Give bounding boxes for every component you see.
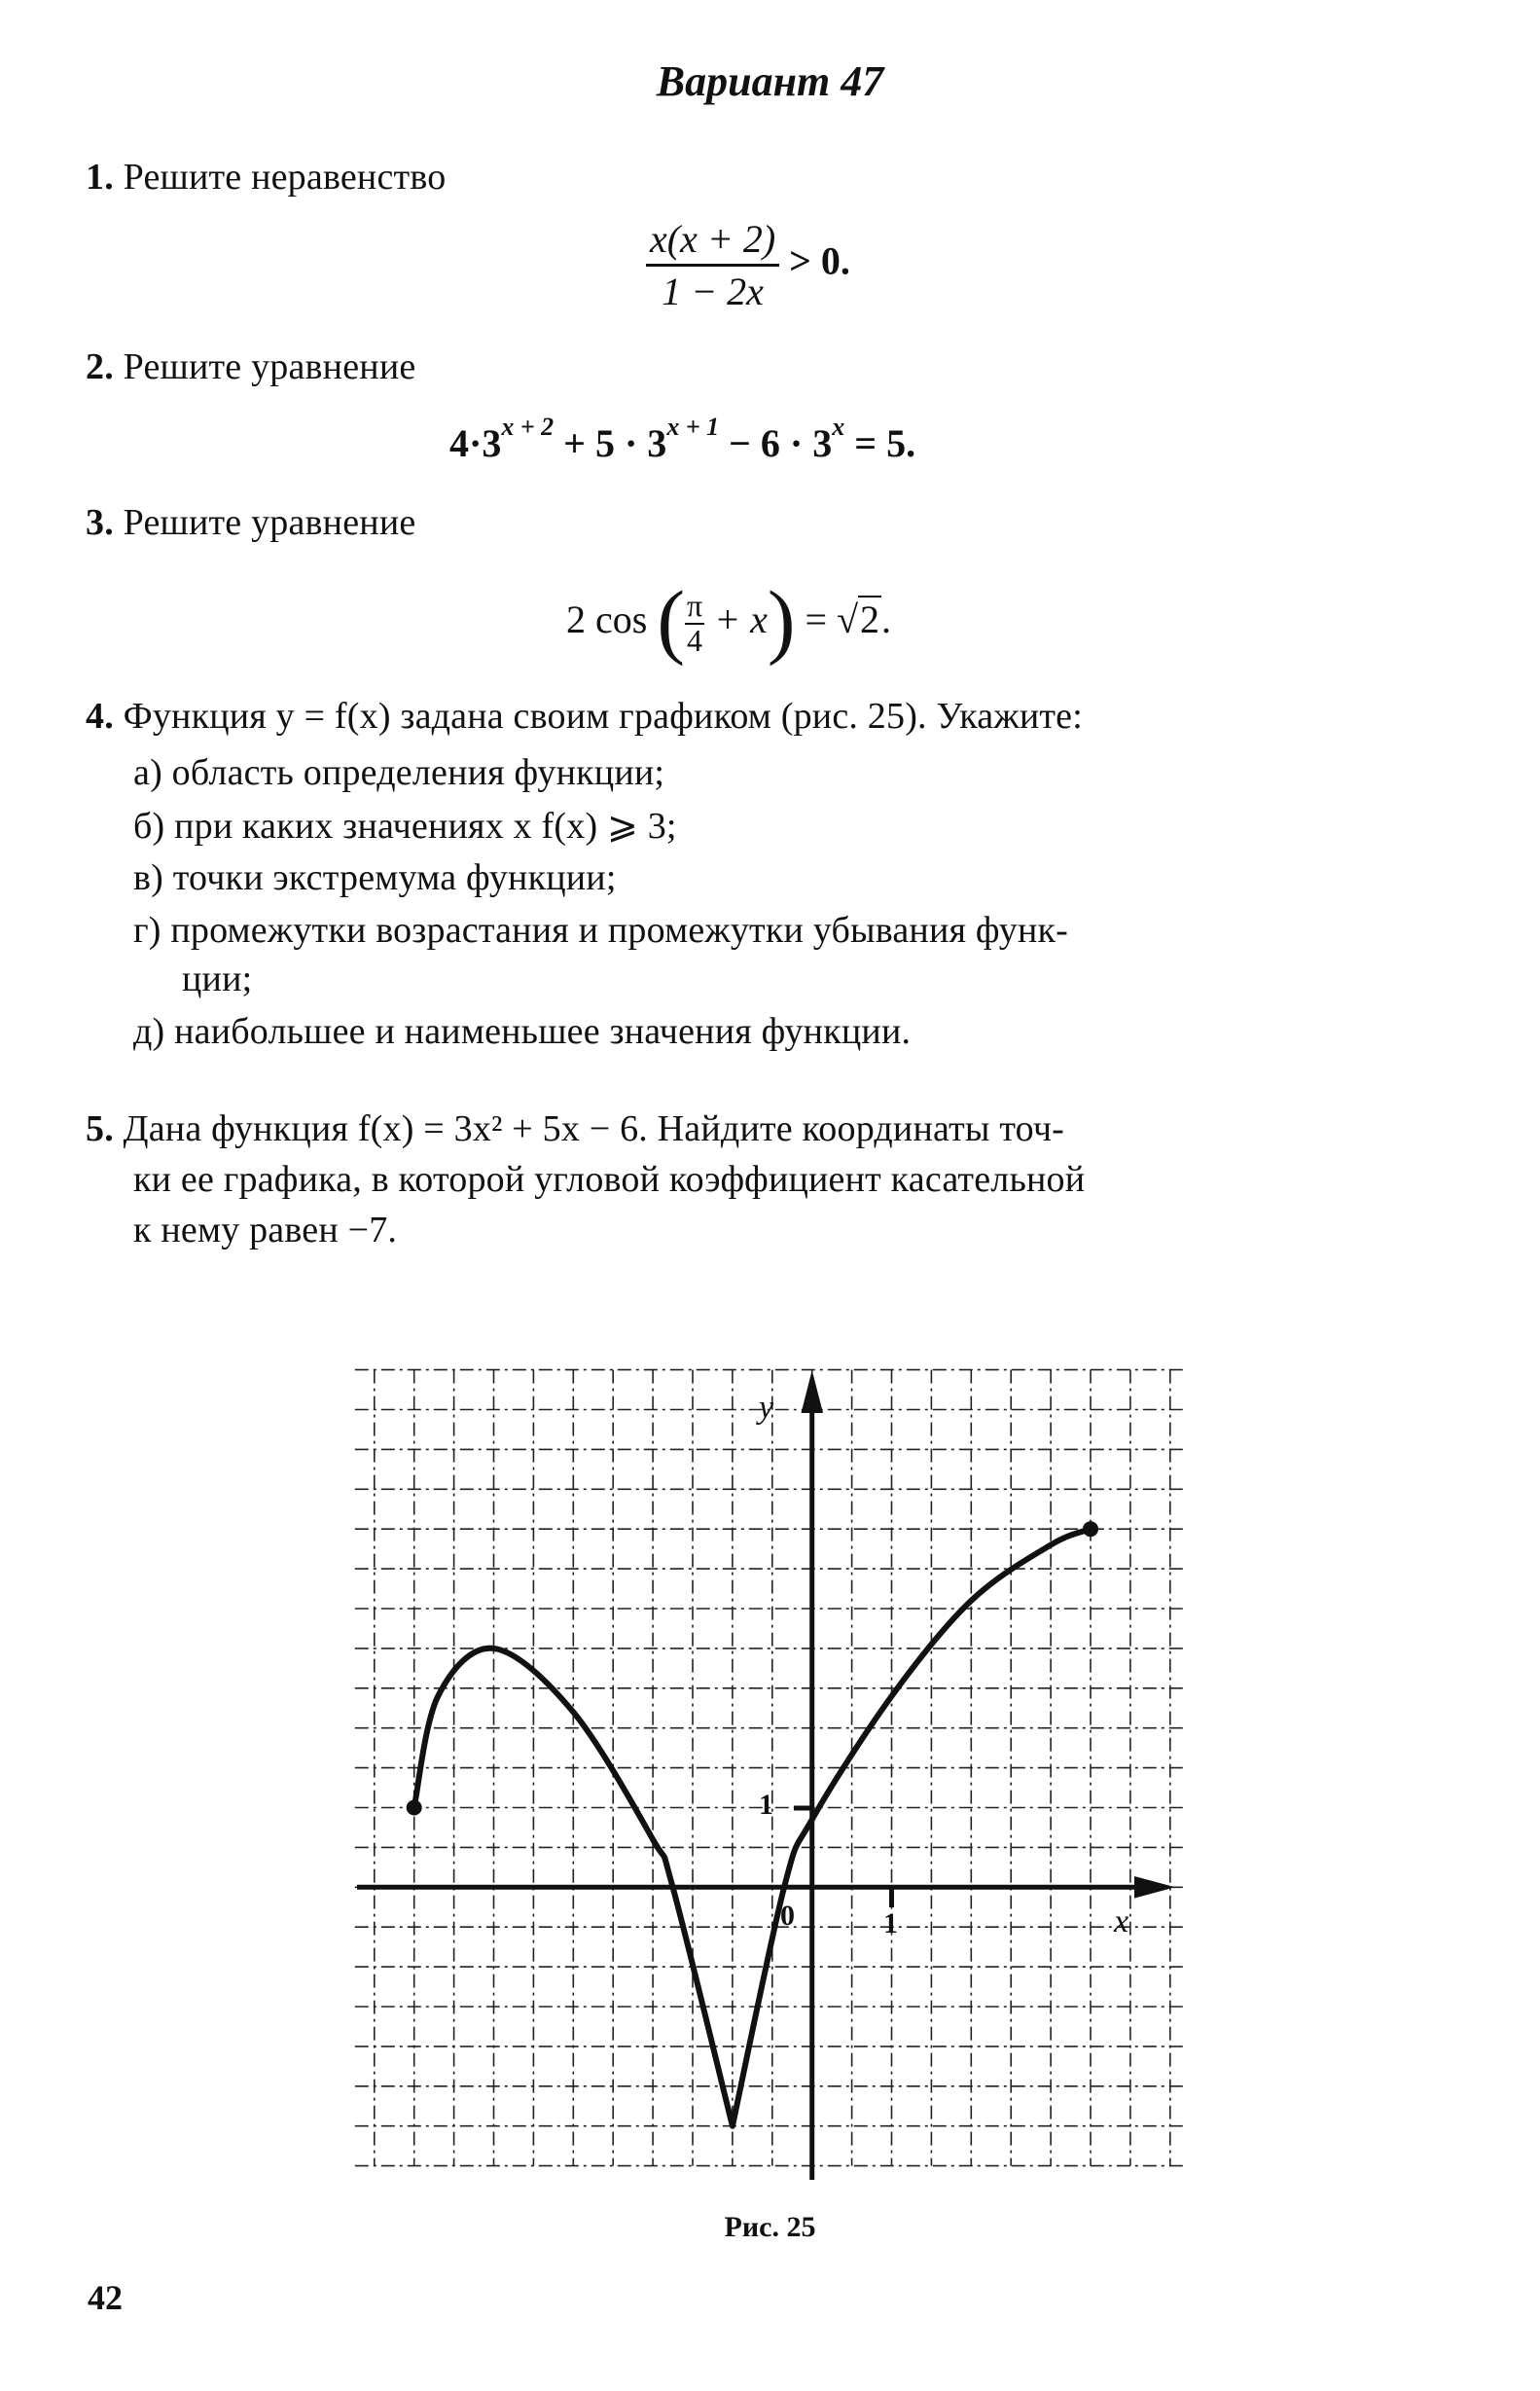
problem-3-statement xyxy=(86,501,415,544)
left-paren: ( xyxy=(657,573,685,667)
problem-2-statement xyxy=(86,345,415,388)
origin-label: 0 xyxy=(780,1900,795,1932)
variant-title: Вариант 47 xyxy=(656,57,884,105)
left-endpoint-dot xyxy=(407,1800,422,1816)
y-axis-arrow-icon xyxy=(802,1370,824,1413)
term-2-base: + 5 · 3 xyxy=(554,421,667,465)
problem-number: 2. xyxy=(86,346,114,387)
problem-4-item-v: в) точки экстремума функции; xyxy=(133,857,617,898)
inner-term: + x xyxy=(714,598,768,642)
figure-caption: Рис. 25 xyxy=(724,2211,816,2243)
problem-4-statement xyxy=(86,695,1083,738)
problem-number: 5. xyxy=(86,1108,114,1149)
problem-2-formula xyxy=(449,413,916,466)
denominator: 4 xyxy=(687,623,703,658)
fraction xyxy=(646,216,779,314)
problem-number: 4. xyxy=(86,696,114,737)
problem-text: Функция y = f(x) задана своим графиком (рис. 25). Укажите: xyxy=(123,696,1083,737)
equals-sign: = xyxy=(805,598,828,642)
term-1-base: 4·3 xyxy=(449,421,502,465)
right-endpoint-dot xyxy=(1083,1521,1098,1537)
sqrt-argument: 2 xyxy=(860,598,880,642)
sqrt-icon: √ xyxy=(837,598,859,642)
function-curve xyxy=(414,1529,1091,2126)
term-1-exponent: x + 2 xyxy=(501,413,555,441)
problem-1-statement xyxy=(86,156,446,199)
page-number: 42 xyxy=(88,2278,123,2317)
problem-4-item-a: а) область определения функции; xyxy=(133,752,665,793)
graph-svg xyxy=(331,1323,1187,2180)
axes xyxy=(357,1370,1175,2180)
denominator: 1 − 2x xyxy=(662,270,764,313)
function-graph-figure xyxy=(331,1323,1187,2180)
period: . xyxy=(881,598,892,642)
problem-text: Решите уравнение xyxy=(123,502,416,543)
numerator: π xyxy=(686,588,703,624)
pi-over-4-fraction xyxy=(685,590,704,657)
problem-3-formula xyxy=(566,573,892,667)
right-hand-side: = 5. xyxy=(844,421,916,465)
y-tick-label: 1 xyxy=(759,1789,773,1821)
cos-lead: 2 cos xyxy=(566,598,648,642)
problem-number: 1. xyxy=(86,157,114,198)
term-3-base: − 6 · 3 xyxy=(719,421,833,465)
term-3-exponent: x xyxy=(832,413,845,441)
problem-4-item-d: д) наибольшее и наименьшее значения функции. xyxy=(133,1011,912,1052)
inequality-relation: > 0. xyxy=(789,238,850,283)
term-2-exponent: x + 1 xyxy=(666,413,720,441)
numerator: x(x + 2) xyxy=(646,216,779,267)
problem-4-item-g: г) промежутки возрастания и промежутки убывания функ- xyxy=(133,910,1069,951)
problem-text: Решите уравнение xyxy=(123,346,416,387)
x-tick-label: 1 xyxy=(883,1907,898,1939)
problem-number: 3. xyxy=(86,502,114,543)
problem-4-item-b: б) при каких значениях x f(x) ⩾ 3; xyxy=(133,806,677,847)
problem-5-line-2: ки ее графика, в которой угловой коэффициент касательной xyxy=(133,1159,1086,1200)
right-paren: ) xyxy=(767,573,796,667)
problem-4-item-g-continuation: ции; xyxy=(182,959,253,999)
grid-lines xyxy=(355,1370,1187,2166)
problem-5-line-3: к нему равен −7. xyxy=(133,1210,398,1250)
x-axis-label: x xyxy=(1114,1903,1129,1939)
problem-text: Дана функция f(x) = 3x² + 5x − 6. Найдите координаты точ- xyxy=(123,1108,1065,1149)
problem-5-line-1 xyxy=(86,1107,1064,1150)
x-axis-arrow-icon xyxy=(1134,1876,1175,1899)
problem-text: Решите неравенство xyxy=(123,157,447,198)
y-axis-label: y xyxy=(759,1390,774,1426)
problem-1-formula xyxy=(646,216,850,314)
